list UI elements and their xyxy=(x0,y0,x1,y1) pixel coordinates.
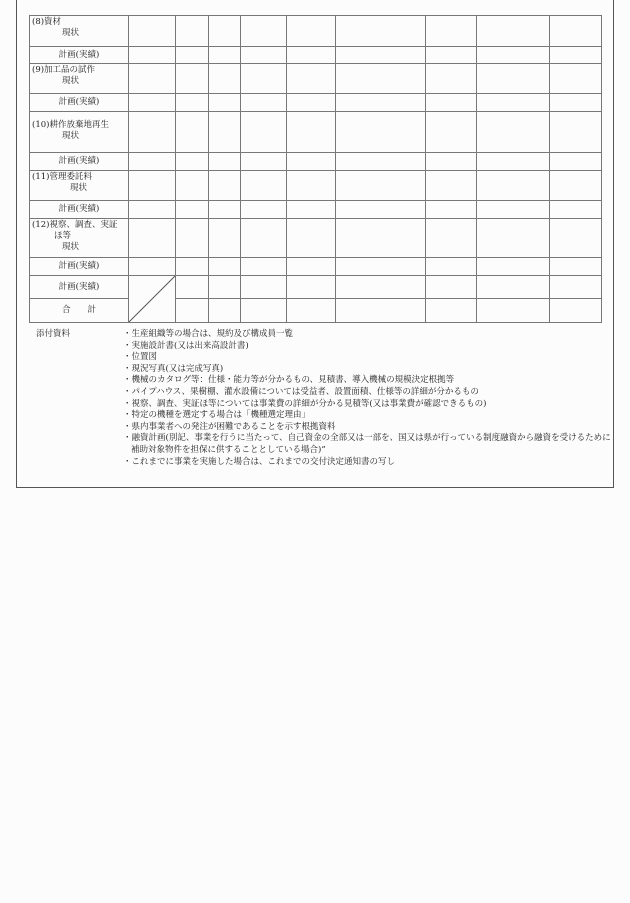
cell[interactable] xyxy=(241,112,287,153)
cell[interactable] xyxy=(426,219,477,258)
table-row xyxy=(30,153,602,171)
cell[interactable] xyxy=(209,94,241,112)
cell[interactable] xyxy=(129,219,176,258)
table-row-total xyxy=(30,299,602,323)
cell[interactable] xyxy=(550,16,602,47)
attachment-item: ・視察、調査、実証ほ等については事業費の詳細が分かる見積等(又は事業費が確認できるもの) xyxy=(123,398,487,409)
cell[interactable] xyxy=(209,153,241,171)
total-label: 合 計 xyxy=(30,299,129,323)
cell[interactable] xyxy=(426,47,477,64)
cell[interactable] xyxy=(426,299,477,323)
cell[interactable] xyxy=(426,94,477,112)
cell[interactable] xyxy=(209,299,241,323)
attachment-item: ・機械のカタログ等：仕様・能力等が分かるもの、見積書、導入機械の規模決定根拠等 xyxy=(123,375,455,386)
row-label-plan: 計画(実績) xyxy=(30,47,129,64)
cell[interactable] xyxy=(477,94,550,112)
cell[interactable] xyxy=(129,258,176,276)
attachment-item: ・これまでに事業を実施した場合は、これまでの交付決定通知書の写し xyxy=(123,456,396,467)
cell[interactable] xyxy=(477,112,550,153)
cell[interactable] xyxy=(209,64,241,94)
cell[interactable] xyxy=(176,171,209,201)
cell[interactable] xyxy=(129,47,176,64)
cell[interactable] xyxy=(129,112,176,153)
cell[interactable] xyxy=(477,64,550,94)
cell[interactable] xyxy=(550,201,602,219)
attachment-item: ・現況写真(又は完成写真) xyxy=(123,363,224,374)
cell[interactable] xyxy=(336,276,426,299)
cell[interactable] xyxy=(336,112,426,153)
attachment-item: ・特定の機種を選定する場合は「機種選定理由」 xyxy=(123,410,311,421)
cell[interactable] xyxy=(426,171,477,201)
row-label-plan: 計画(実績) xyxy=(30,94,129,112)
cell[interactable] xyxy=(426,258,477,276)
row-label-plan: 計画(実績) xyxy=(30,258,129,276)
cell[interactable] xyxy=(336,258,426,276)
cell[interactable] xyxy=(426,64,477,94)
table-row xyxy=(30,112,602,153)
cell[interactable] xyxy=(550,153,602,171)
row-label-inspection-survey: (12)視察、調査、実証 ほ等 現状 xyxy=(30,219,129,258)
table-row xyxy=(30,94,602,112)
cell[interactable] xyxy=(241,16,287,47)
cell[interactable] xyxy=(241,201,287,219)
cell[interactable] xyxy=(426,153,477,171)
cell[interactable] xyxy=(287,201,336,219)
cell[interactable] xyxy=(287,219,336,258)
cell[interactable] xyxy=(287,112,336,153)
cell[interactable] xyxy=(477,16,550,47)
attachment-item: ・生産組織等の場合は、規約及び構成員一覧 xyxy=(123,329,294,339)
cell[interactable] xyxy=(336,201,426,219)
cell[interactable] xyxy=(287,153,336,171)
row-label-management-fee: (11)管理委託料 現状 xyxy=(30,171,129,201)
cell[interactable] xyxy=(176,299,209,323)
cell[interactable] xyxy=(336,153,426,171)
cell[interactable] xyxy=(477,219,550,258)
cell[interactable] xyxy=(209,112,241,153)
cell[interactable] xyxy=(336,16,426,47)
cell[interactable] xyxy=(426,201,477,219)
table-row xyxy=(30,64,602,94)
cell[interactable] xyxy=(426,16,477,47)
table-row xyxy=(30,219,602,258)
diagonal-line-icon xyxy=(129,276,175,322)
attachment-item: ・位置図 xyxy=(123,352,158,363)
table-row xyxy=(30,201,602,219)
cell[interactable] xyxy=(550,299,602,323)
cell[interactable] xyxy=(550,94,602,112)
cell[interactable] xyxy=(176,47,209,64)
attachment-item: ・パイプハウス、果樹棚、灌水設備については受益者、設置面積、仕様等の詳細が分かるもの xyxy=(123,386,479,397)
cell[interactable] xyxy=(336,299,426,323)
cell[interactable] xyxy=(477,276,550,299)
cell[interactable] xyxy=(241,171,287,201)
cell[interactable] xyxy=(287,64,336,94)
cell[interactable] xyxy=(477,153,550,171)
table-row xyxy=(30,16,602,47)
cell[interactable] xyxy=(176,112,209,153)
cell[interactable] xyxy=(176,201,209,219)
cell[interactable] xyxy=(129,16,176,47)
cell[interactable] xyxy=(176,276,209,299)
table-row-total-plan xyxy=(30,276,602,299)
cell[interactable] xyxy=(241,276,287,299)
row-label-plan: 計画(実績) xyxy=(30,153,129,171)
cell[interactable] xyxy=(477,47,550,64)
budget-table xyxy=(29,15,602,323)
attachment-item: ・実施設計書(又は出来高設計書) xyxy=(123,340,249,351)
cell[interactable] xyxy=(241,219,287,258)
cell[interactable] xyxy=(176,153,209,171)
cell[interactable] xyxy=(241,64,287,94)
row-label-plan: 計画(実績) xyxy=(30,201,129,219)
attachments-heading: 添付資料 xyxy=(36,329,71,339)
cell[interactable] xyxy=(287,16,336,47)
cell[interactable] xyxy=(209,201,241,219)
cell[interactable] xyxy=(209,219,241,258)
cell[interactable] xyxy=(336,171,426,201)
cell[interactable] xyxy=(209,258,241,276)
cell[interactable] xyxy=(426,276,477,299)
cell[interactable] xyxy=(477,171,550,201)
cell[interactable] xyxy=(176,258,209,276)
cell[interactable] xyxy=(426,112,477,153)
cell[interactable] xyxy=(209,276,241,299)
cell[interactable] xyxy=(550,64,602,94)
total-plan-label: 計画(実績) xyxy=(30,276,129,299)
cell[interactable] xyxy=(477,258,550,276)
cell[interactable] xyxy=(241,47,287,64)
table-row xyxy=(30,171,602,201)
cell[interactable] xyxy=(287,47,336,64)
cell[interactable] xyxy=(129,153,176,171)
cell[interactable] xyxy=(129,94,176,112)
cell[interactable] xyxy=(287,299,336,323)
diagonal-slash-cell xyxy=(129,276,176,323)
cell[interactable] xyxy=(209,47,241,64)
cell[interactable] xyxy=(336,64,426,94)
cell[interactable] xyxy=(550,47,602,64)
cell[interactable] xyxy=(336,47,426,64)
cell[interactable] xyxy=(287,94,336,112)
cell[interactable] xyxy=(336,219,426,258)
cell[interactable] xyxy=(336,94,426,112)
cell[interactable] xyxy=(241,299,287,323)
cell[interactable] xyxy=(176,64,209,94)
cell[interactable] xyxy=(209,171,241,201)
cell[interactable] xyxy=(129,171,176,201)
cell[interactable] xyxy=(176,94,209,112)
cell[interactable] xyxy=(241,94,287,112)
cell[interactable] xyxy=(287,171,336,201)
cell[interactable] xyxy=(209,16,241,47)
row-label-abandoned-farmland: (10)耕作放棄地再生 現状 xyxy=(30,112,129,153)
cell[interactable] xyxy=(550,171,602,201)
cell[interactable] xyxy=(176,219,209,258)
cell[interactable] xyxy=(287,276,336,299)
cell[interactable] xyxy=(550,112,602,153)
table-row xyxy=(30,258,602,276)
cell[interactable] xyxy=(241,258,287,276)
cell[interactable] xyxy=(287,258,336,276)
cell[interactable] xyxy=(550,276,602,299)
cell[interactable] xyxy=(241,153,287,171)
cell[interactable] xyxy=(550,219,602,258)
row-label-processed-trial: (9)加工品の試作 現状 xyxy=(30,64,129,94)
cell[interactable] xyxy=(129,64,176,94)
cell[interactable] xyxy=(550,258,602,276)
attachment-item: ・県内事業者への発注が困難であることを示す根拠資料 xyxy=(123,421,336,432)
row-label-materials: (8)資材 現状 xyxy=(30,16,129,47)
cell[interactable] xyxy=(176,16,209,47)
table-row xyxy=(30,47,602,64)
cell[interactable] xyxy=(477,299,550,323)
cell[interactable] xyxy=(129,201,176,219)
cell[interactable] xyxy=(477,201,550,219)
attachments-list xyxy=(123,329,613,468)
attachment-item: ・融資計画(別記、事業を行うに当たって、自己資金の全部又は一部を、国又は県が行っている制度融資から融資を受けるために補助対象物件を担保に供することとしている場合)” xyxy=(123,433,611,455)
